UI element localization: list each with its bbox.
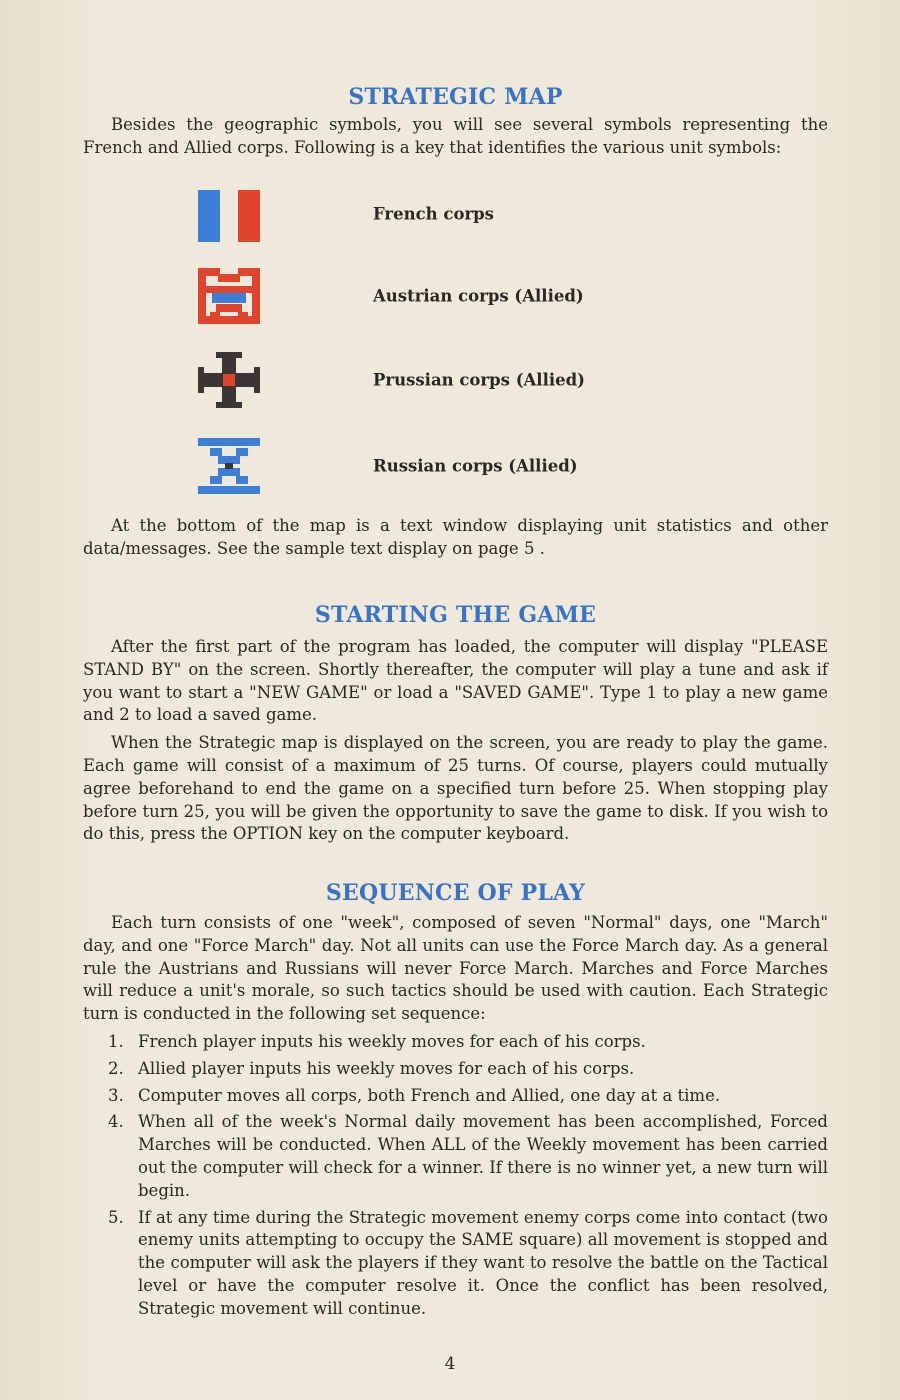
russian-corps-icon xyxy=(198,438,260,494)
starting-paragraph-1: After the first part of the program has loaded, the computer will display "PLEASE STAND BY" on the screen. Shortly thereafter, the computer will play a tune and ask if you want to start a "NEW GAME" or load a "SAVED GAME". Type 1 to play a new game and 2 to load a saved game. xyxy=(83,637,828,725)
sequence-step: 4. When all of the week's Normal daily movement has been accomplished, Forced Marches will be conducted. When ALL of the Weekly movement has been carried out the computer will check for a winner. If there is no winner yet, a new turn will begin. xyxy=(108,1112,828,1200)
prussian-corps-icon xyxy=(198,352,260,408)
austrian-corps-icon xyxy=(198,268,260,324)
key-row-french xyxy=(198,186,698,242)
key-row-austrian xyxy=(198,268,698,324)
key-row-russian xyxy=(198,438,698,494)
key-label-french: French corps xyxy=(373,204,494,224)
sequence-of-play-heading: SEQUENCE OF PLAY xyxy=(325,880,586,906)
key-row-prussian xyxy=(198,352,698,408)
key-label-prussian: Prussian corps (Allied) xyxy=(373,370,585,390)
sequence-steps-list xyxy=(83,1031,828,1321)
sequence-intro: Each turn consists of one "week", composed of seven "Normal" days, one "March" day, and one "Force March" day. Not all units can use the Force March day. As a general rule the Austrians and Russians will never Force March. Marches and Force Marches will reduce a unit's morale, so such tactics should be used with caution. Each Strategic turn is conducted in the following set sequence: xyxy=(83,913,828,1024)
strategic-map-outro: At the bottom of the map is a text window displaying unit statistics and other data/messages. See the sample text display on page 5 . xyxy=(83,516,828,558)
starting-paragraph-2: When the Strategic map is displayed on the screen, you are ready to play the game. Each game will consist of a maximum of 25 turns. Of course, players could mutually agree beforehand to end the game on a specified turn before 25. When stopping play before turn 25, you will be given the opportunity to save the game to disk. If you wish to do this, press the OPTION key on the computer keyboard. xyxy=(83,733,828,844)
key-label-austrian: Austrian corps (Allied) xyxy=(373,286,584,306)
page-number: 4 xyxy=(444,1354,456,1374)
strategic-map-heading: STRATEGIC MAP xyxy=(348,84,563,110)
sequence-step: 2. Allied player inputs his weekly moves for each of his corps. xyxy=(108,1058,635,1078)
strategic-map-intro: Besides the geographic symbols, you will see several symbols representing the French and Allied corps. Following is a key that identifies the various unit symbols: xyxy=(83,115,828,157)
sequence-of-play-section xyxy=(83,880,828,1325)
starting-the-game-heading: STARTING THE GAME xyxy=(314,602,597,628)
strategic-map-section xyxy=(83,84,828,160)
sequence-step: 3. Computer moves all corps, both French and Allied, one day at a time. xyxy=(108,1085,721,1105)
key-label-russian: Russian corps (Allied) xyxy=(373,456,578,476)
sequence-step: 1. French player inputs his weekly moves for each of his corps. xyxy=(108,1031,646,1051)
sequence-step: 5. If at any time during the Strategic movement enemy corps come into contact (two enemy units attempting to occupy the SAME square) all movement is stopped and the computer will ask the players if they want to resolve the battle on the Tactical level or have the computer resolve it. Once the conflict has been resolved, Strategic movement will continue. xyxy=(108,1207,828,1318)
starting-the-game-section xyxy=(83,602,828,846)
strategic-map-outro-block xyxy=(83,515,828,561)
french-corps-icon xyxy=(198,186,260,242)
